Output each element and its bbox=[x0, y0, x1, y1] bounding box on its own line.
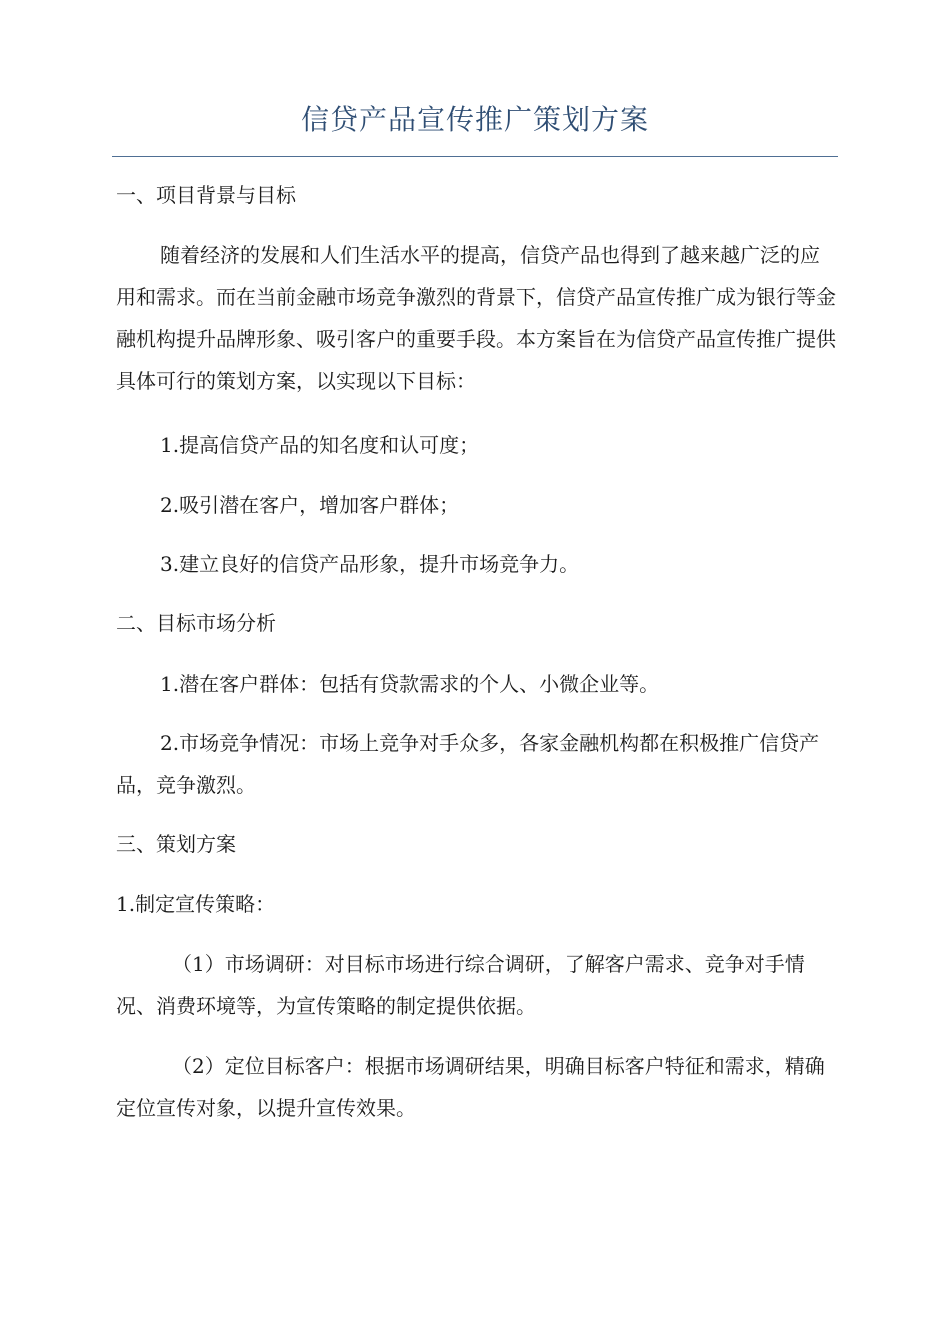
list-item: 1.提高信贷产品的知名度和认可度； bbox=[160, 433, 480, 457]
list-item: 3.建立良好的信贷产品形象，提升市场竞争力。 bbox=[160, 552, 580, 576]
list-item: 2.吸引潜在客户，增加客户群体； bbox=[160, 493, 460, 517]
list-item: （2）定位目标客户：根据市场调研结果，明确目标客户特征和需求，精确定位宣传对象，以提升宣传效果。 bbox=[116, 1054, 825, 1120]
list-item: 2.市场竞争情况：市场上竞争对手众多，各家金融机构都在积极推广信贷产品，竞争激烈。 bbox=[116, 731, 820, 797]
document-title: 信贷产品宣传推广策划方案 bbox=[300, 103, 649, 136]
title-divider bbox=[112, 156, 838, 157]
list-item: 1.潜在客户群体：包括有贷款需求的个人、小微企业等。 bbox=[160, 672, 660, 696]
subsection-heading: 1.制定宣传策略： bbox=[116, 892, 276, 916]
section-heading: 一、项目背景与目标 bbox=[116, 183, 296, 207]
list-item: （1）市场调研：对目标市场进行综合调研，了解客户需求、竞争对手情况、消费环境等，为宣传策略的制定提供依据。 bbox=[116, 952, 805, 1018]
paragraph: 随着经济的发展和人们生活水平的提高，信贷产品也得到了越来越广泛的应用和需求。而在当前金融市场竞争激烈的背景下，信贷产品宣传推广成为银行等金融机构提升品牌形象、吸引客户的重要手段。本方案旨在为信贷产品宣传推广提供具体可行的策划方案，以实现以下目标： bbox=[116, 243, 836, 393]
section-heading: 三、策划方案 bbox=[116, 832, 236, 856]
section-heading: 二、目标市场分析 bbox=[116, 611, 276, 635]
